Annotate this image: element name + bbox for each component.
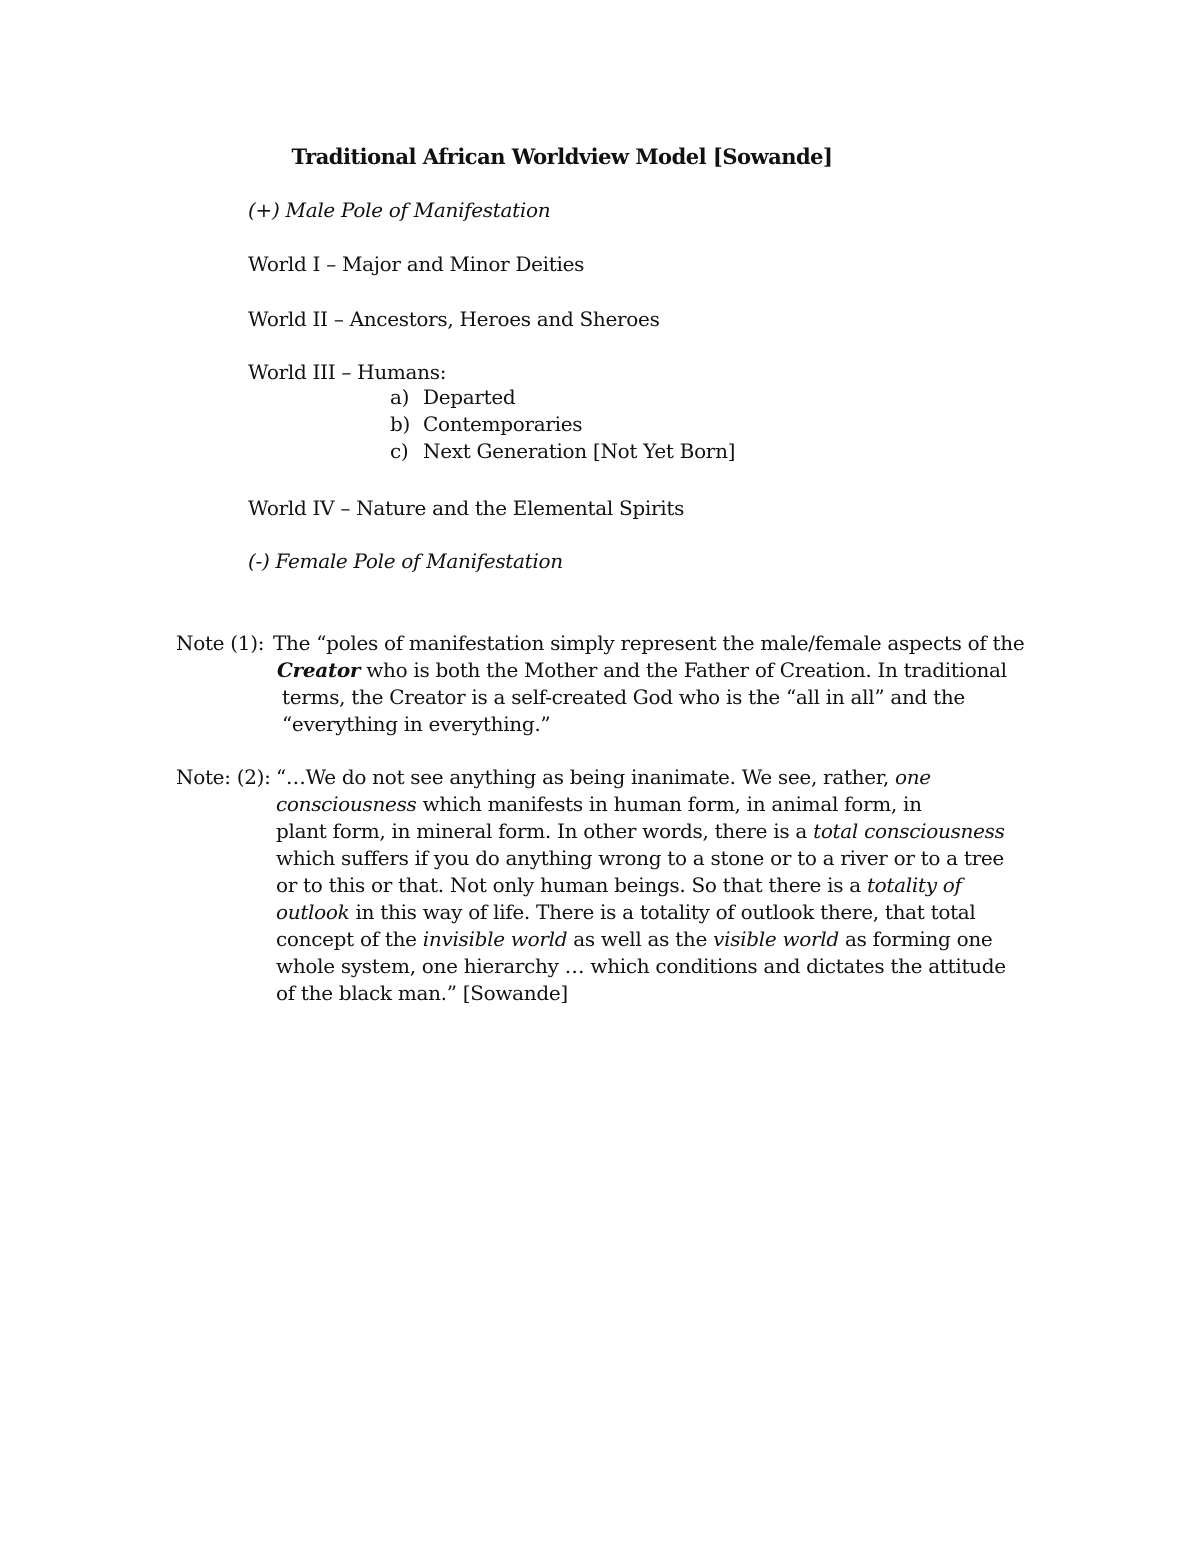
note-2-line-5-text: or to this or that. Not only human beings. So that there is a bbox=[276, 873, 867, 897]
note-2-line-6-text: in this way of life. There is a totality of outlook there, that total bbox=[349, 900, 976, 924]
world-3-line: World III – Humans: bbox=[248, 360, 447, 384]
list-marker: a) bbox=[390, 385, 410, 409]
note-1-line-4: “everything in everything.” bbox=[282, 712, 551, 736]
note-2-line-1-text: “…We do not see anything as being inanimate. We see, rather, bbox=[276, 765, 895, 789]
male-pole-line: (+) Male Pole of Manifestation bbox=[248, 198, 551, 222]
note-2-line-7-text-c: as forming one bbox=[838, 927, 993, 951]
note-2-text bbox=[276, 764, 1006, 1007]
emphasis-text: outlook bbox=[276, 900, 350, 924]
note-1-label: Note (1): bbox=[176, 631, 265, 655]
note-2-line-7 bbox=[276, 926, 1006, 953]
humans-list bbox=[390, 384, 735, 465]
note-2-line-4: which suffers if you do anything wrong to a stone or to a river or to a tree bbox=[276, 846, 1004, 870]
note-2-line-7-text-a: concept of the bbox=[276, 927, 423, 951]
emphasis-text: consciousness bbox=[276, 792, 417, 816]
document-title: Traditional African Worldview Model [Sowande] bbox=[291, 144, 833, 169]
note-2-line-3-text: plant form, in mineral form. In other words, there is a bbox=[276, 819, 814, 843]
note-1-line-2 bbox=[277, 657, 1024, 684]
list-item bbox=[390, 438, 735, 465]
note-2-line-6 bbox=[276, 899, 1006, 926]
emphasis-text: total consciousness bbox=[813, 819, 1005, 843]
emphasis-text: invisible world bbox=[422, 927, 568, 951]
note-2-line-1 bbox=[276, 764, 1006, 791]
list-item-label: Contemporaries bbox=[423, 412, 583, 436]
note-2-label: Note: (2): bbox=[176, 765, 271, 789]
list-item-label: Next Generation [Not Yet Born] bbox=[423, 439, 736, 463]
list-item bbox=[390, 384, 735, 411]
emphasis-text: visible world bbox=[713, 927, 839, 951]
note-2-line-7-text-b: as well as the bbox=[567, 927, 714, 951]
emphasis-text: one bbox=[894, 765, 931, 789]
list-marker: b) bbox=[390, 412, 411, 436]
note-2-line-2-text: which manifests in human form, in animal form, in bbox=[416, 792, 922, 816]
female-pole-line: (-) Female Pole of Manifestation bbox=[248, 549, 563, 573]
note-2-line-5 bbox=[276, 872, 1006, 899]
list-item-label: Departed bbox=[423, 385, 516, 409]
note-1-text bbox=[273, 630, 1024, 738]
world-1-line: World I – Major and Minor Deities bbox=[248, 252, 585, 276]
note-1-line-2-rest: who is both the Mother and the Father of Creation. In traditional bbox=[360, 658, 1007, 682]
note-2-line-2 bbox=[276, 791, 1006, 818]
world-4-line: World IV – Nature and the Elemental Spirits bbox=[248, 496, 685, 520]
list-marker: c) bbox=[390, 439, 409, 463]
note-2-line-3 bbox=[276, 818, 1006, 845]
note-2-line-9: of the black man.” [Sowande] bbox=[276, 981, 568, 1005]
note-1-line-1: The “poles of manifestation simply represent the male/female aspects of the bbox=[273, 631, 1025, 655]
emphasis-text: totality of bbox=[866, 873, 962, 897]
list-item bbox=[390, 411, 735, 438]
note-1-line-3: terms, the Creator is a self-created God who is the “all in all” and the bbox=[282, 685, 965, 709]
note-2-line-8: whole system, one hierarchy … which conditions and dictates the attitude bbox=[276, 954, 1006, 978]
world-2-line: World II – Ancestors, Heroes and Sheroes bbox=[248, 307, 660, 331]
creator-term: Creator bbox=[277, 658, 361, 682]
